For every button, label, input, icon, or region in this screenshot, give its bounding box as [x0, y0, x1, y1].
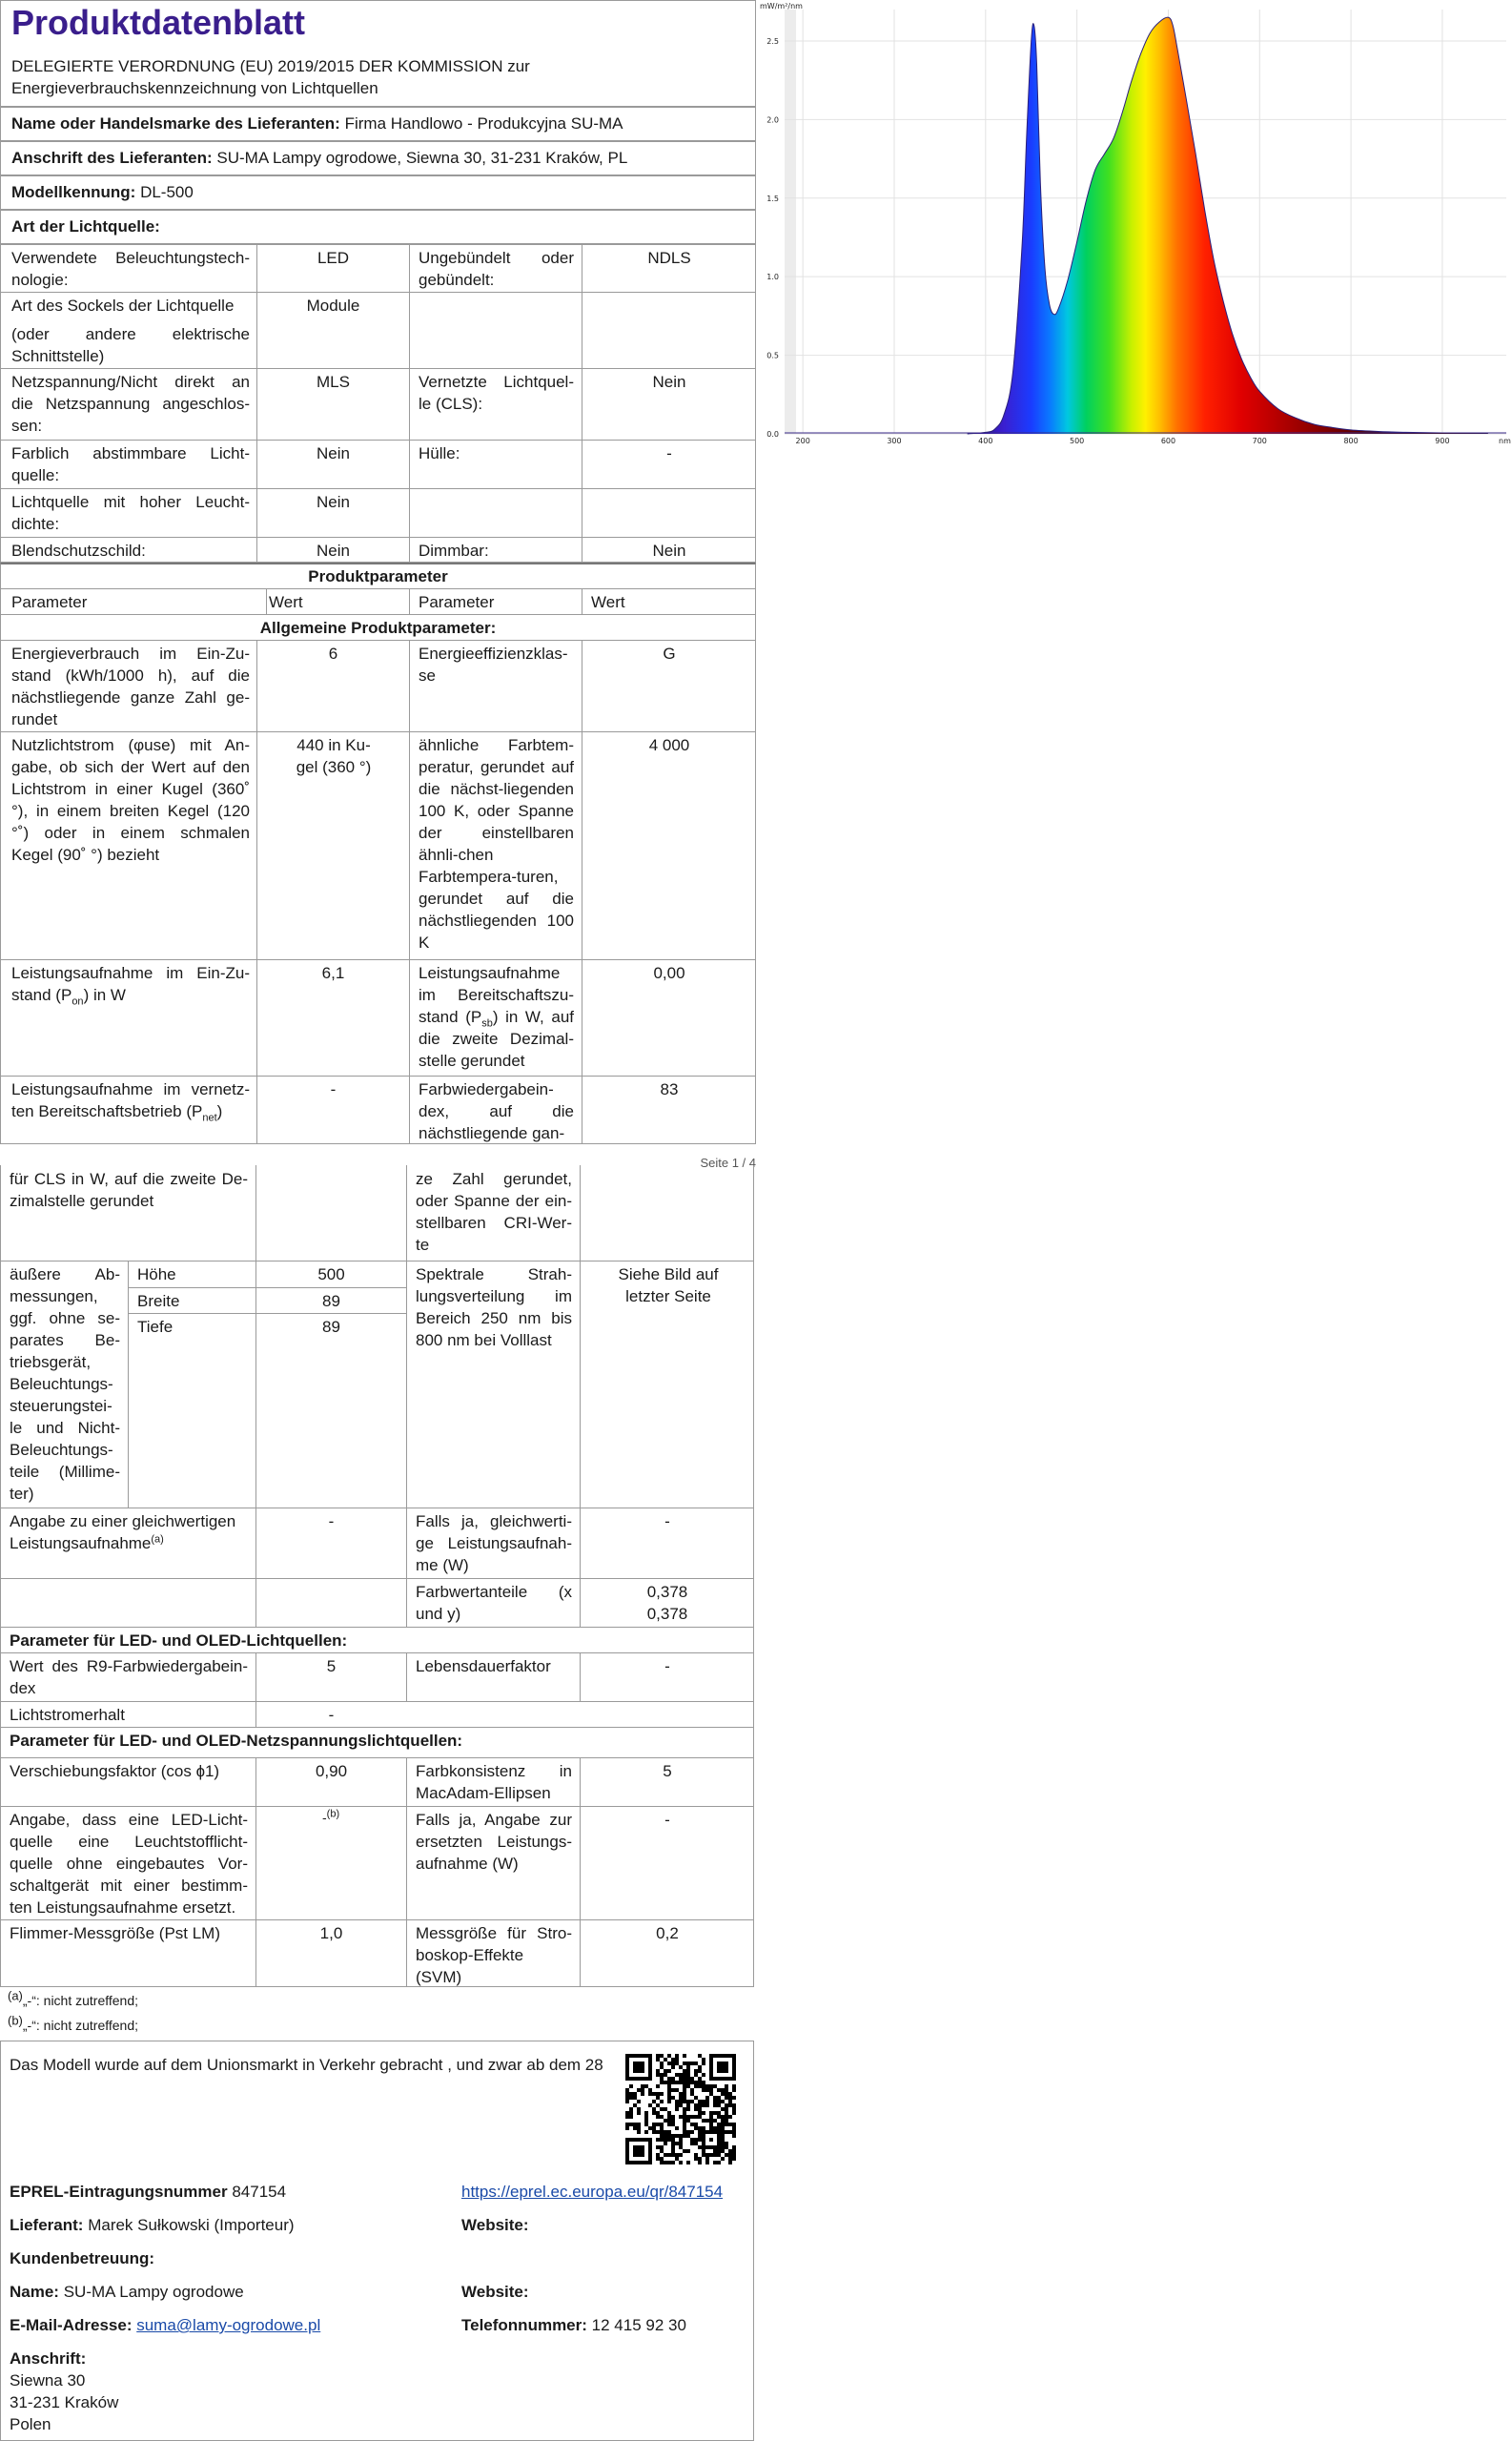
market-text: Das Modell wurde auf dem Unionsmarkt in Verkehr gebracht , und zwar ab dem 28	[10, 2056, 603, 2074]
cls-label: Vernetzte Lichtquel-le (CLS):	[419, 373, 574, 413]
flux-label: Nutzlichtstrom (φuse) mit An-gabe, ob sich der Wert auf den Lichtstrom in einer Kugel (360˚ °), in einem breiten Kegel (120 °˚) oder in einem schmalen Kegel (90˚ °) bezieht	[11, 736, 250, 864]
product-params-title: Produktparameter	[308, 567, 448, 585]
y-tick-label: 0.5	[766, 351, 779, 360]
envelope-value: -	[666, 444, 672, 462]
y-tick-label: 1.5	[766, 194, 779, 203]
service-name-label: Name:	[10, 2283, 59, 2301]
pon-value: 6,1	[321, 964, 345, 982]
pon-label: Leistungsaufnahme im Ein-Zu-stand $(P_{on})$ in W	[11, 964, 250, 1008]
equiv-value: -	[328, 1512, 335, 1530]
cls-value: Nein	[652, 373, 686, 391]
lieferant-line	[10, 2214, 295, 2236]
supplier-address-label: Anschrift des Lieferanten:	[11, 149, 213, 167]
r9-value: 5	[326, 1657, 337, 1675]
life-value: -	[664, 1657, 670, 1675]
footnote-a: $^{(a)}$„-“: nicht zutreffend;	[8, 1988, 139, 2008]
x-tick-label: 500	[1069, 437, 1085, 445]
replace-value: -$^{(b)}$	[322, 1808, 340, 1825]
website2-label: Website:	[461, 2283, 529, 2301]
address-line-3: Polen	[10, 2415, 51, 2433]
cri-label-cont: ze Zahl gerundet, oder Spanne der ein-stellbaren CRI-Wer-te	[416, 1170, 572, 1254]
service-label: Kundenbetreuung:	[10, 2249, 155, 2267]
y-tick-label: 0.0	[766, 430, 779, 439]
pf-label: Verschiebungsfaktor (cos ɸ1)	[10, 1762, 220, 1780]
supplier-address-value: SU-MA Lampy ogrodowe, Siewna 30, 31-231 Kraków, PL	[216, 149, 628, 167]
macadam-value: 5	[663, 1762, 672, 1780]
eprel-reg-line	[10, 2181, 286, 2203]
page-title: Produktdatenblatt	[11, 3, 306, 42]
width-label: Breite	[137, 1292, 180, 1310]
replace-label: Angabe, dass eine LED-Licht-quelle eine Leuchtstofflicht-quelle ohne eingebautes Vor-schaltgerät mit einer bestimm-ten Leistungsaufnahme ersetzt.	[10, 1811, 248, 1917]
envelope-label: Hülle:	[419, 444, 460, 462]
psb-value: 0,00	[653, 964, 685, 982]
led-params-title: Parameter für LED- und OLED-Lichtquellen:	[10, 1631, 348, 1650]
chroma-y: 0,378	[646, 1605, 688, 1623]
cri-label: Farbwiedergabein-dex, auf die nächstliegende gan-	[419, 1080, 574, 1142]
spectral-value: Siehe Bild auf letzter Seite	[618, 1265, 719, 1305]
address-label: Anschrift:	[10, 2349, 87, 2368]
bundled-label: Ungebündelt oder gebündelt:	[419, 249, 574, 289]
lieferant-value: Marek Sułkowski (Importeur)	[88, 2216, 295, 2234]
lieferant-label: Lieferant:	[10, 2216, 84, 2234]
address-line-2: 31-231 Kraków	[10, 2393, 119, 2411]
col-param-2: Parameter	[419, 593, 495, 611]
glare-label: Blendschutzschild:	[11, 542, 146, 560]
model-value: DL-500	[140, 183, 194, 201]
replace2-label: Falls ja, Angabe zur ersetzten Leistungs-aufnahme (W)	[416, 1811, 572, 1873]
energy-label: Energieverbrauch im Ein-Zu-stand (kWh/1000 h), auf die nächstliegende ganze Zahl ge-rundet	[11, 645, 250, 728]
eprel-reg-label: EPREL-Eintragungsnummer	[10, 2183, 228, 2201]
pnet-value: -	[330, 1080, 337, 1098]
depth-value: 89	[322, 1318, 340, 1336]
col-value-1: Wert	[269, 593, 303, 611]
website-label: Website:	[461, 2216, 529, 2234]
dimmable-value: Nein	[652, 542, 686, 560]
model-line	[11, 181, 194, 203]
pf-value: 0,90	[315, 1762, 348, 1780]
maint-value: -	[328, 1706, 335, 1724]
y-axis-label: mW/m²/nm	[760, 2, 803, 10]
type-label: Art der Lichtquelle:	[11, 217, 160, 236]
height-value: 500	[317, 1265, 345, 1283]
x-axis-label: nm	[1499, 437, 1511, 445]
flicker-value: 1,0	[319, 1924, 343, 1942]
col-value-2: Wert	[591, 593, 625, 611]
depth-label: Tiefe	[137, 1318, 174, 1336]
socket-label-2: (oder andere elektrische Schnittstelle)	[11, 325, 250, 365]
replace2-value: -	[664, 1811, 670, 1829]
eff-class-value: G	[663, 645, 676, 663]
phone-label: Telefonnummer:	[461, 2316, 587, 2334]
tunable-value: Nein	[317, 444, 350, 462]
cct-label: ähnliche Farbtem-peratur, gerundet auf die nächst-liegenden 100 K, oder Spanne der einstellbaren ähnli-chen Farbtempera-turen, gerundet auf die nächstliegenden 100 K	[419, 736, 574, 952]
x-tick-label: 900	[1435, 437, 1450, 445]
pnet-label-cont: für CLS in W, auf die zweite De-zimalstelle gerundet	[10, 1170, 248, 1210]
life-label: Lebensdauerfaktor	[416, 1657, 551, 1675]
tunable-label: Farblich abstimmbare Licht-quelle:	[11, 444, 250, 484]
footnote-b: $^{(b)}$„-“: nicht zutreffend;	[8, 2013, 139, 2033]
supplier-name-label: Name oder Handelsmarke des Lieferanten:	[11, 114, 340, 133]
cct-value: 4 000	[648, 736, 690, 754]
high-lum-label: Lichtquelle mit hoher Leucht-dichte:	[11, 493, 250, 533]
tech-label: Verwendete Beleuchtungstech-nologie:	[11, 249, 250, 289]
spectrum-chart	[758, 0, 1512, 448]
phone-value: 12 415 92 30	[591, 2316, 686, 2334]
model-label: Modellkennung:	[11, 183, 136, 201]
email-label: E-Mail-Adresse:	[10, 2316, 133, 2334]
address-line-1: Siewna 30	[10, 2371, 86, 2390]
svm-label: Messgröße für Stro-boskop-Effekte (SVM)	[416, 1924, 572, 1986]
flicker-label: Flimmer-Messgröße (Pst LM)	[10, 1924, 221, 1942]
eprel-url-link[interactable]: https://eprel.ec.europa.eu/qr/847154	[461, 2183, 724, 2201]
chroma-x: 0,378	[646, 1583, 688, 1601]
supplier-address-line	[11, 147, 627, 169]
mains-label: Netzspannung/Nicht direkt an die Netzspannung angeschlos-sen:	[11, 373, 250, 435]
energy-value: 6	[328, 645, 338, 663]
eprel-reg-value: 847154	[232, 2183, 287, 2201]
socket-label: Art des Sockels der Lichtquelle	[11, 297, 235, 315]
y-tick-label: 2.0	[766, 115, 779, 125]
glare-value: Nein	[317, 542, 350, 560]
dims-label: äußere Ab-messungen, ggf. ohne se-parates Be-triebsgerät, Beleuchtungs-steuerungstei-le und Nicht-Beleuchtungs-teile (Millime-ter)	[10, 1265, 120, 1503]
height-label: Höhe	[137, 1265, 176, 1283]
supplier-name-line	[11, 113, 623, 134]
equiv2-label: Falls ja, gleichwerti-ge Leistungsaufnah-me (W)	[416, 1512, 572, 1574]
supplier-name-value: Firma Handlowo - Produkcyjna SU-MA	[344, 114, 623, 133]
x-tick-label: 700	[1252, 437, 1267, 445]
col-param-1: Parameter	[11, 593, 88, 611]
regulation-text: DELEGIERTE VERORDNUNG (EU) 2019/2015 DER KOMMISSION zur Energieverbrauchskennzeichnung von Lichtquellen	[11, 57, 530, 97]
x-tick-label: 300	[887, 437, 902, 445]
email-link[interactable]: suma@lamy-ogrodowe.pl	[136, 2316, 321, 2334]
dimmable-label: Dimmbar:	[419, 542, 489, 560]
service-name-line	[10, 2281, 244, 2303]
email-line	[10, 2314, 320, 2336]
x-tick-label: 200	[795, 437, 810, 445]
high-lum-value: Nein	[317, 493, 350, 511]
y-tick-label: 2.5	[766, 36, 779, 46]
cri-value: 83	[660, 1080, 679, 1098]
width-value: 89	[322, 1292, 340, 1310]
tech-value: LED	[317, 249, 350, 267]
x-tick-label: 600	[1160, 437, 1176, 445]
svm-value: 0,2	[656, 1924, 679, 1942]
pnet-label: Leistungsaufnahme im vernetz-ten Bereitschaftsbetrieb $(P_{net})$	[11, 1080, 250, 1124]
x-tick-label: 400	[978, 437, 993, 445]
bundled-value: NDLS	[647, 249, 691, 267]
x-tick-label: 800	[1343, 437, 1359, 445]
qr-code-icon[interactable]	[625, 2054, 736, 2164]
spectral-label: Spektrale Strah-lungsverteilung im Bereich 250 nm bis 800 nm bei Volllast	[416, 1265, 572, 1349]
r9-label: Wert des R9-Farbwiedergabein-dex	[10, 1657, 248, 1697]
maint-label: Lichtstromerhalt	[10, 1706, 125, 1724]
page-number: Seite 1 / 4	[700, 1156, 756, 1170]
macadam-label: Farbkonsistenz in MacAdam-Ellipsen	[416, 1762, 572, 1802]
phone-line	[461, 2314, 686, 2336]
mains-value: MLS	[317, 373, 350, 391]
flux-value: 440 in Ku-gel (360 °)	[296, 736, 372, 776]
eff-class-label: Energieeffizienzklas-se	[419, 645, 568, 685]
service-name-value: SU-MA Lampy ogrodowe	[63, 2283, 244, 2301]
psb-label: Leistungsaufnahme im Bereitschaftszu-stand $(P_{sb})$ in W, auf die zweite Dezimal-stelle gerundet	[419, 964, 575, 1070]
socket-value: Module	[306, 297, 360, 315]
general-params-title: Allgemeine Produktparameter:	[259, 619, 497, 637]
equiv-label: Angabe zu einer gleichwertigen Leistungsaufnahme$^{(a)}$	[10, 1512, 236, 1552]
equiv2-value: -	[664, 1512, 670, 1530]
y-tick-label: 1.0	[766, 273, 779, 282]
chroma-label: Farbwertanteile (x und y)	[416, 1583, 572, 1623]
mains-params-title: Parameter für LED- und OLED-Netzspannungslichtquellen:	[10, 1732, 463, 1750]
